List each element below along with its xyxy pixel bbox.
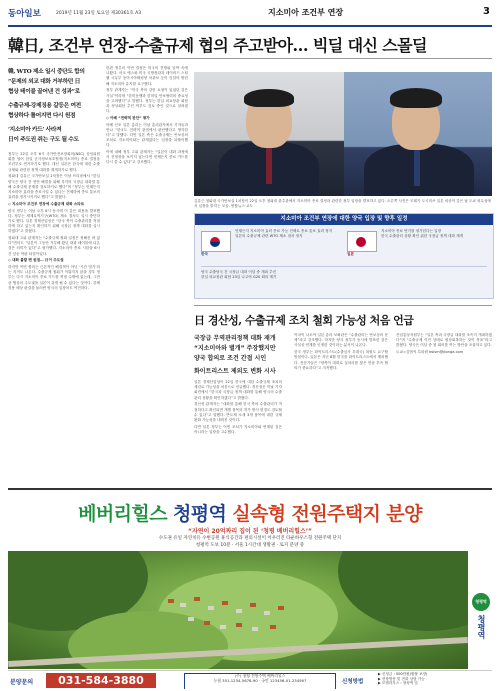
japan-position: 지소미아 종료 연기를 평가한다는 입장 한국 수출관리 상황 확인 위한 국장급 정책 대화 재개 [381,229,464,239]
ad-tagline: “자연이 20억짜리 집이 된 ‘청평 베버리힐스’” [188,528,312,535]
phone-label: 분양문의 [10,679,34,686]
japan-flag-icon [347,231,377,252]
info-box-title: 지소미아 조건부 연장에 대한 양국 입장 및 향후 일정 [195,214,493,225]
page-header [8,5,492,27]
second-headline: 日 경산성, 수출규제 조치 철회 가능성 처음 언급 [194,314,414,327]
news-photo [194,72,492,196]
aerial-site-photo [8,551,468,669]
ad-title: 베버리힐스 청평역 실속형 전원주택지 분양 [78,503,422,525]
station-badge: 청평역 [472,593,490,611]
station-name: 청평역 [477,615,486,639]
korea-flag-icon [201,231,231,252]
subhead-1: 韓, WTO 제소 일시 중단도 합의 [8,69,85,75]
subhead-5: 협상하다 틀어지면 다시 원점 [8,113,76,119]
second-subhead-2: “지소미아와 별개” 주장했지만 [194,345,276,352]
ad-description-2: 청평역 도보 10분 · 서울 1시간대 생활권 · 토지 분양 중 [195,543,305,548]
bank-info: (주) 청평 전원주택 베버리힐스 농협 351-1234-5678-90 · 국민 123456-01-234567 [184,673,336,689]
korea-position: 언제든지 지소미아 효력 종료 가능 전제로 종료 통보 효력 정지 일본의 수출규제 관련 WTO 제소 절차 정지 [235,229,333,239]
article-body-middle: 한편 정부의 이번 결정은 미국의 전방위 압박 속에 나왔다. 마크 에스퍼 미국 국방장관과 데이비드 스틸웰 국무부 동아시아태평양 차관보 등이 잇달아 방한해 지소미아 유지를 요구했다. 정부 관계자는 “미국 측의 강한 요청이 있었던 것은 사실”이라며 “한미동맹과 한미일 안보협력의 중요성을 고려했다”고 말했다. 정부는 한일 외교장관 회담과 정상회담 추진 여부도 검토 중인 것으로 알려졌다. ◇ 아베 “전략적 판단” 평가 아베 신조 일본 총리는 이날 총리관저에서 기자들과 만나 “한국도 전략적 관점에서 판단했다고 생각한다”고 말했다. 다만 일본 측은 수출규제는 안보상의 조치로 지소미아와는 관계없다는 입장을 되풀이했다. 이에 대해 정부 고위 관계자는 “일본이 대화 과정에서 진정성을 보이지 않는다면 언제든지 종료 카드를 다시 쓸 수 있다”고 강조했다. [106,66,188,165]
article-body-left: 정부는 22일 오후 6시 국가안전보장회의(NSC) 상임위원회를 열어 한일 군사정보보호협정(지소미아) 종료 결정을 조건부로 연기하기로 했다. 대신 일본은 한국에 대한 수출규제와 관련한 정책 대화를 재개하기로 했다. 청와대 김유근 국가안보실 1차장은 이날 브리핑에서 “한일 양국은 양국 간 현안 해결을 위해 각각의 국장급 대화를 통해 수출규제 문제를 검토하기로 했다”며 “정부는 언제든지 지소미아 효력을 종료시킬 수 있다는 전제하에 종료 통보의 효력을 정지시키기로 했다”고 밝혔다. ◇ 지소미아 조건부 연장에 수출규제 대화 스타트 양국 정부는 이날 오후 6시 동시에 이 같은 내용을 발표했다. 정부는 세계무역기구(WTO) 제소 절차도 일시 중단하기로 했다. 일본 경제산업성은 “한국 측이 수출관리를 적절하게 하고 있는지 확인하기 위해 국장급 정책 대화를 실시하겠다”고 밝혔다. 청와대 고위 관계자는 “수출규제 철회 일정은 정해진 바 없다”면서도 “일본이 그동안 거부해 왔던 대화 테이블에 나온 것은 의미가 있다”고 평가했다. 지소미아 종료 시한을 6시간 앞둔 막판 타결이었다. ◇ 대화 불발 땐 원점… 日이 주도권 하지만 이번 합의는 근본적인 해결책이 아닌 ‘시간 벌기’라는 지적도 나온다. 수출규제 철회가 이뤄지지 않을 경우 정부는 다시 지소미아 종료 카드를 꺼낼 수밖에 없는데, 그만큼 협상의 주도권을 일본이 쥐게 될 수 있다는 것이다. 강제징용 배상 판결을 둘러싼 양국의 입장차도 여전하다. [8,152,100,290]
info-box-schedule: 양국 수출당국 간 국장급 대화 이달 중 개최 추진 한일 외교장관 회담 23일 나고야 G20 회의 계기 [201,266,487,280]
photo-caption: 김유근 청와대 국가안보실 1차장이 22일 오후 청와대 춘추관에서 지소미아 종료 결정과 관련한 정부 입장을 발표하고 있다. 오른쪽 사진은 모테기 도시미쓰 일본 외상이 같은 날 도쿄 외무성에서 입장을 밝히는 모습. 연합뉴스·교도 [194,199,491,209]
subhead-3: 협상 테이블 끌어낸 건 성과”로 [8,89,80,95]
second-subhead-4: 화이트리스트 제외도 변화 시사 [194,368,276,375]
page-number: 3 [483,6,490,17]
advertisement[interactable] [8,493,492,689]
subhead-2: “문제의 외교 대화 거부하던 日 [8,79,81,85]
photo-right-official [344,72,492,196]
apply-label: 신청방법 [342,679,364,685]
newspaper-logo: 동아일보 [8,9,41,19]
apply-notes: ▶ 신청금 : 500만원(환불 보장) ▶ 현장방문 및 전화 상담 가능 ▶ 모델하우스 : 청평역 앞 [378,672,428,686]
subhead-4: 수출규제-강제징용 갈등은 여전 [8,103,81,109]
section-title: 지소미아 조건부 연장 [268,8,344,17]
ad-divider [8,488,492,490]
issue-date: 2019년 11월 23일 토요일 제30361호 A3 [56,11,142,16]
second-body-col2: 이마이 나오야 일본 총리 보좌관은 “수출관리는 안보상의 문제”라고 강조했다. 하지만 양국 정부가 동시에 발표한 것은 사실상 연계를 인정한 것이라는 분석이 나온다. 한국 정부는 화이트리스트(수출심사 우대국) 복원도 요구할 방침이다. 일본은 지난 8월 한국을 화이트리스트에서 제외했다. 전문가들은 “양측이 대화로 실마리를 찾은 만큼 후속 협의가 중요하다”고 지적했다. [294,333,388,370]
korea-label: 한국 [201,252,208,256]
second-body-col3: 산업통상자원부는 “일본 측과 국장급 대화를 조속히 개최하겠다”며 “수출규제 이전 상태로 원상회복하는 것이 목표”라고 밝혔다. 양국은 이달 중 첫 회의를 여는 방안을 조율하고 있다. 도쿄=김범석 특파원 bsism@donga.com [396,333,492,355]
photo-left-official [194,72,344,196]
ad-description: 수도권 유일 자연치유 수변공원 휴식공간과 편의시설이 어우러진 타운하우스형 전원주택 단지 [158,536,342,541]
phone-number[interactable]: 031-584-3880 [46,673,156,688]
main-headline: 韓日, 조건부 연장-수출규제 협의 주고받아… 빅딜 대신 스몰딜 [8,36,427,55]
article-divider [194,305,492,306]
headline-divider [8,58,492,59]
info-box [194,213,494,299]
second-subhead-3: 양국 합의로 조건 간접 시인 [194,355,267,362]
ad-footer [8,670,492,689]
japan-label: 일본 [347,252,354,256]
subhead-6: ‘지소미아 카드’ 사라져 [8,127,62,133]
second-body-col1: 일본 경제산업성이 22일 한국에 대한 수출규제 조치의 재검토 가능성을 처음으로 언급했다. 경산성은 이날 기자회견에서 “한국과 국장급 정책 대화를 통해 양국의 수출관리 상황을 확인하겠다”고 밝혔다. 경산성 관계자는 “대화를 통해 한국 측의 수출관리가 적절하다고 확인되면 개별 품목의 허가 방식 변경도 검토할 수 있다”고 말했다. 반도체 소재 3개 품목에 대한 규제 완화 가능성을 내비친 것이다. 다만 일본 정부는 이번 조치가 지소미아와 연계된 것은 아니라는 입장을 고수했다. [194,380,282,434]
subhead-7: 日이 주도권 쥐는 구도 될 수도 [8,137,79,143]
second-subhead-1: 국장급 무역관리정책 대화 재개 [194,335,276,342]
